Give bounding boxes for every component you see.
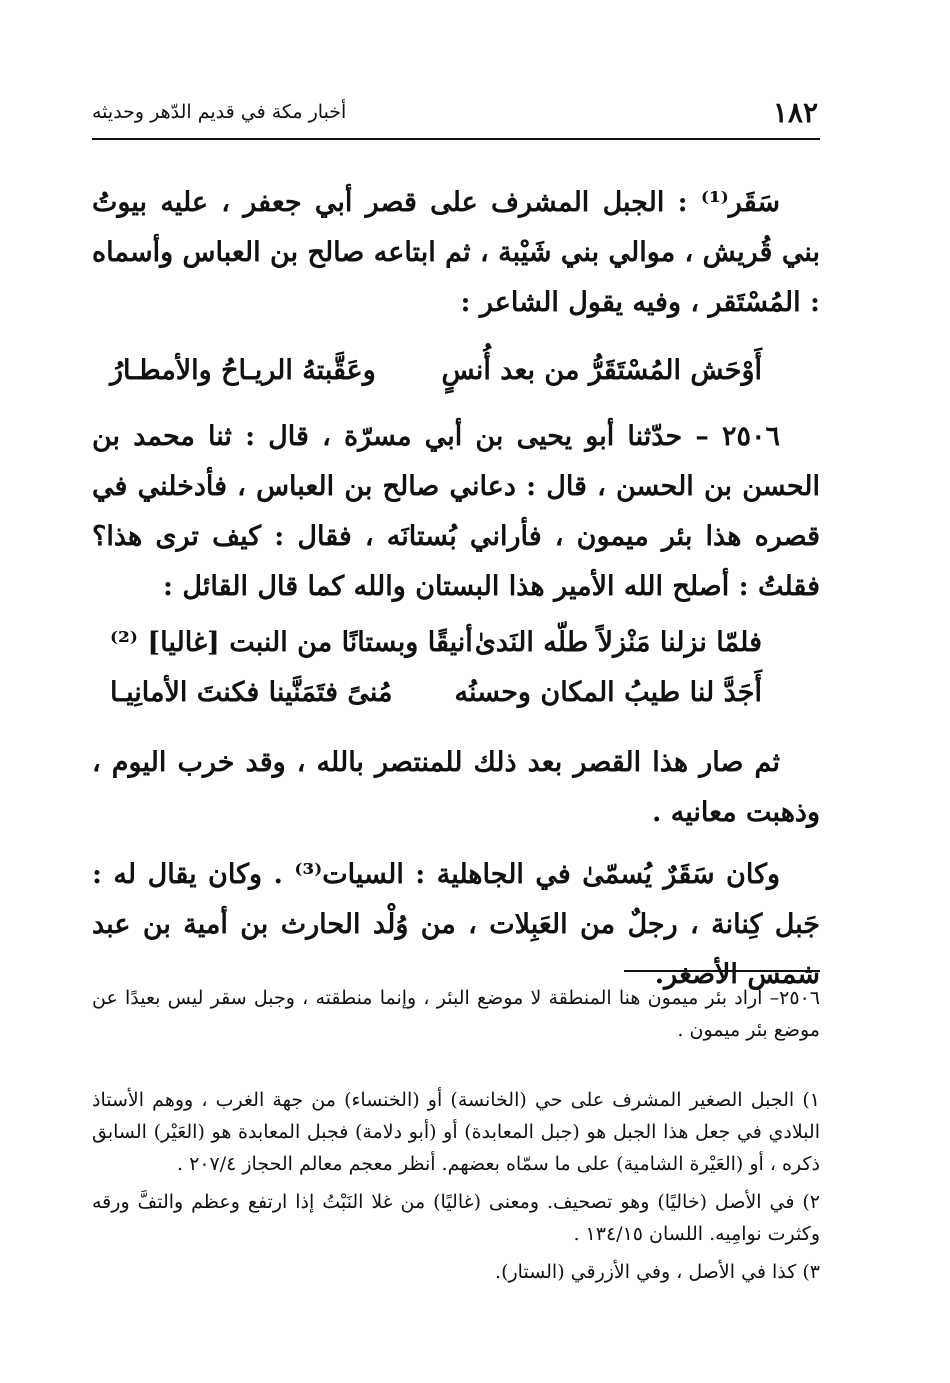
page-number: ١٨٢: [772, 96, 818, 129]
footnote-1: ١) الجبل الصغير المشرف على حي (الخانسة) أو (الخنساء) من جهة الغرب ، ووهم الأستاذ البلادي في جعل هذا الجبل هو (جبل المعابدة) أو (أبو دلامة) فجبل المعابدة هو (العَيْر) السابق ذكره ، أو (العَيْرة الشامية) على ما سمّاه بعضهم. أنظر معجم معالم الحجاز ٢٠٧/٤ .: [92, 1089, 820, 1175]
verse-line-3: [92, 668, 820, 718]
running-title: أخبار مكة في قديم الدّهر وحديثه: [92, 101, 347, 123]
paragraph-hadith-2506: ٢٥٠٦ – حدّثنا أبو يحيى بن أبي مسرّة ، قال : ثنا محمد بن الحسن بن الحسن ، قال : دعاني صالح بن العباس ، فأدخلني في قصره هذا بئر ميمون ، فأراني بُستانَه ، فقال : كيف ترى هذا؟ فقلتُ : أصلح الله الأمير هذا البستان والله كما قال القائل :: [92, 421, 820, 602]
verse-line-1: [92, 346, 820, 396]
verse-hemistich-second: وعَقَّبتهُ الريـاحُ والأمطـارُ: [110, 355, 376, 386]
paragraph-jahiliya: وكان سَقَرٌ يُسمّىٰ في الجاهلية : السيات⁽³⁾ . وكان يقال له : جَبل كِنانة ، رجلٌ من العَبِلات ، من وُلْد الحارث بن أمية بن عبد شمس الأصغر.: [92, 859, 820, 990]
footnotes: [92, 982, 820, 1294]
verse-hemistich-first: فلمّا نزلنا مَنْزلاً طلّه النَدىٰ: [474, 627, 762, 658]
paragraph-saqar: سَقَر⁽¹⁾ : الجبل المشرف على قصر أبي جعفر ، عليه بيوتُ بني قُريش ، موالي بني شَيْبة ، ثم ابتاعه صالح بن العباس وأسماه : المُسْتَقر ، وفيه يقول الشاعر :: [92, 187, 820, 318]
footnote-rule: [624, 970, 820, 972]
footnote-3: ٣) كذا في الأصل ، وفي الأزرقي (الستار).: [495, 1261, 820, 1283]
main-text: [92, 178, 820, 1000]
verse-hemistich-second: أنيقًا وبستانًا من النبت [غاليا] ⁽²⁾: [110, 627, 473, 658]
header-rule: [92, 138, 820, 140]
verse-line-2: [92, 618, 820, 668]
verse-hemistich-first: أَوْحَش المُسْتَقَرُّ من بعد أُنسٍ: [441, 355, 762, 386]
verse-hemistich-second: مُنىً فتَمَنَّينا فكنتَ الأمانِيـا: [110, 677, 393, 708]
paragraph-palace: ثم صار هذا القصر بعد ذلك للمنتصر بالله ، وقد خرب اليوم ، وذهبت معانيه .: [92, 747, 820, 828]
footnote-2: ٢) في الأصل (خاليًا) وهو تصحيف. ومعنى (غاليًا) من غلا النَبْتُ إذا ارتفع وعظم والتفَّ ورقه وكثرت نوامِيه. اللسان ١٣٤/١٥ .: [92, 1191, 820, 1245]
footnote-2506: ٢٥٠٦– أراد بئر ميمون هنا المنطقة لا موضع البئر ، وإنما منطقته ، وجبل سقر ليس بعيدًا عن موضع بئر ميمون .: [92, 987, 820, 1041]
verse-hemistich-first: أَجَدَّ لنا طيبُ المكان وحسنُه: [454, 677, 762, 708]
